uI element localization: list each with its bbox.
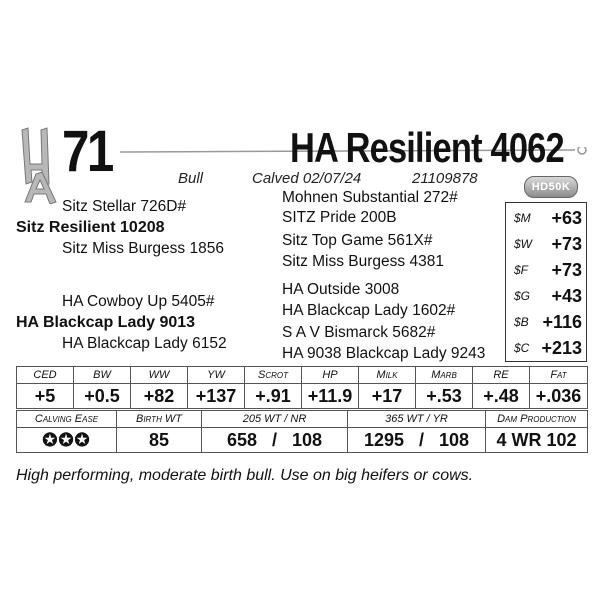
pedigree-right-4: Sitz Miss Burgess 4381 [282,253,444,270]
index-row-c [506,335,586,361]
epd-value-scrot: +.91 [245,384,302,409]
epd-value-bw: +0.5 [74,384,131,409]
index-label: $B [514,315,529,329]
epd-value-ww: +82 [131,384,188,409]
epd-header-hp: HP [302,367,359,384]
pedigree-dam-dam: HA Blackcap Lady 6152 [62,335,227,352]
calving-ease-stars-icon: ✪✪✪ [17,428,117,453]
epd-header-milk: Milk [359,367,416,384]
epd-header-ww: WW [131,367,188,384]
wt365-value: 1295 / 108 [348,428,486,453]
birth-wt-header: Birth WT [117,411,202,428]
index-value: +63 [551,208,582,228]
index-value: +116 [542,312,582,332]
performance-table [16,410,588,453]
lot-number: 71 [62,119,112,184]
index-label: $F [514,263,529,277]
registration-number: 21109878 [412,170,478,187]
wt365-header: 365 WT / YR [348,411,486,428]
pedigree-sire-sire: Sitz Stellar 726D# [62,198,187,215]
epd-table [16,366,588,409]
pedigree-right-1: Mohnen Substantial 272# [282,189,458,206]
footnote: High performing, moderate birth bull. Use on big heifers or cows. [16,467,474,484]
pedigree-right-5: HA Outside 3008 [282,281,400,298]
index-value: +43 [551,286,582,306]
epd-value-ced: +5 [17,384,74,409]
index-box [505,202,587,362]
pedigree-dam-sire: HA Cowboy Up 5405# [62,293,215,310]
animal-name: HA Resilient 4062 [290,124,564,171]
epd-header-bw: BW [74,367,131,384]
dam-production-header: Dam Production [486,411,588,428]
epd-value-marb: +.53 [416,384,473,409]
calving-ease-header: Calving Ease [17,411,117,428]
ha-brand-logo-icon [14,124,64,204]
epd-value-hp: +11.9 [302,384,359,409]
wt205-value: 658 / 108 [202,428,348,453]
pedigree-sire: Sitz Resilient 10208 [16,219,165,236]
index-value: +73 [551,234,582,254]
index-value: +213 [541,338,582,358]
index-row-f [506,257,586,283]
epd-value-milk: +17 [359,384,416,409]
epd-value-yw: +137 [188,384,245,409]
index-row-b [506,309,586,335]
calved-date: Calved 02/07/24 [252,170,362,187]
epd-header-fat: Fat [530,367,588,384]
epd-value-re: +.48 [473,384,530,409]
pedigree-sire-dam: Sitz Miss Burgess 1856 [62,240,224,257]
pedigree-right-8: HA 9038 Blackcap Lady 9243 [282,345,486,362]
dam-production-value: 4 WR 102 [486,428,588,453]
epd-value-fat: +.036 [530,384,588,409]
wt205-header: 205 WT / NR [202,411,348,428]
epd-header-yw: YW [188,367,245,384]
index-label: $C [514,341,530,355]
pedigree-right-6: HA Blackcap Lady 1602# [282,302,456,319]
index-row-g [506,283,586,309]
pedigree-right-2: SITZ Pride 200B [282,209,397,226]
sex-label: Bull [178,170,204,187]
index-label: $G [514,289,531,303]
hd50k-badge: HD50K [524,176,578,198]
pedigree-right-7: S A V Bismarck 5682# [282,324,436,341]
epd-header-ced: CED [17,367,74,384]
index-label: $W [514,237,532,251]
index-value: +73 [551,260,582,280]
index-row-m [506,205,586,231]
epd-header-re: RE [473,367,530,384]
index-row-w [506,231,586,257]
pedigree-dam: HA Blackcap Lady 9013 [16,314,196,331]
index-label: $M [514,211,531,225]
birth-wt-value: 85 [117,428,202,453]
epd-header-scrot: Scrot [245,367,302,384]
pedigree-right-3: Sitz Top Game 561X# [282,232,433,249]
epd-header-marb: Marb [416,367,473,384]
